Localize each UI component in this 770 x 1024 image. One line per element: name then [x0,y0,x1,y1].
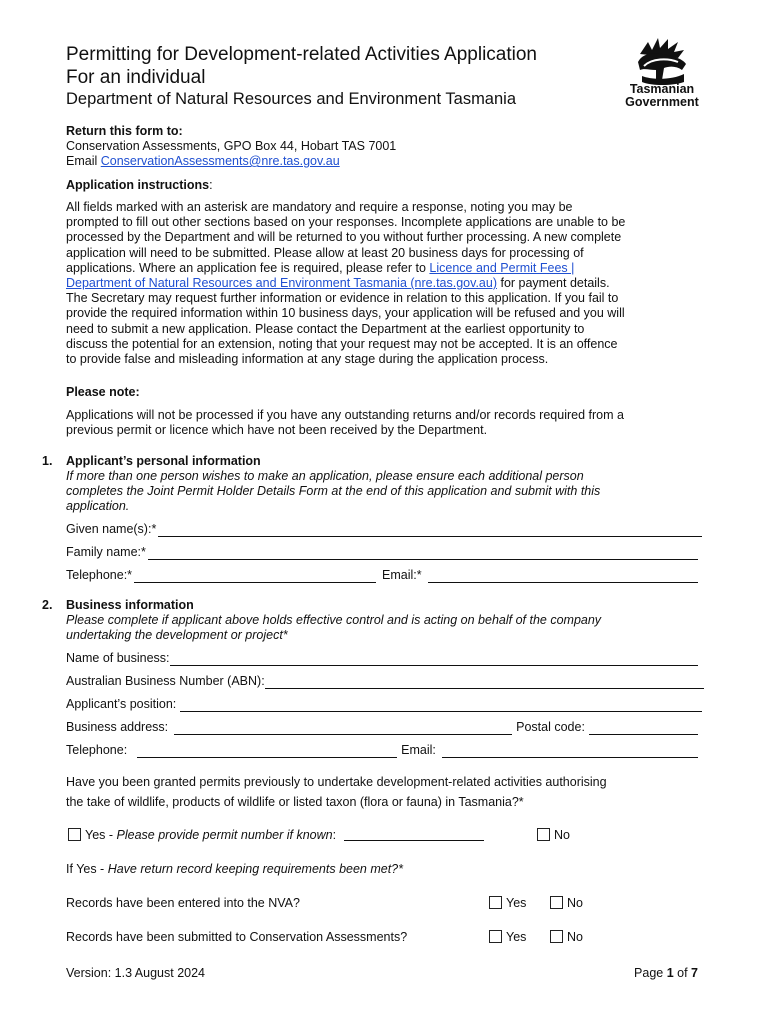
ca-no-option [550,930,583,945]
business-name-field[interactable] [170,653,698,666]
address-row [66,720,698,735]
nva-no-label: No [567,896,583,910]
position-field[interactable] [180,699,702,712]
if-yes-question: Have return record keeping requirements been met?* [107,862,404,876]
note-line: Applications will not be processed if you have any outstanding returns and/or records required from a [66,408,624,422]
ca-no-checkbox[interactable] [550,930,563,943]
permit-number-prompt: Please provide permit number if known [116,828,333,842]
section1-note-line: If more than one person wishes to make an application, please ensure each additional person [66,469,584,483]
abn-row [66,674,704,689]
abn-label: Australian Business Number (ABN): [66,674,265,688]
business-address-label: Business address: [66,720,169,734]
fees-link[interactable]: Licence and Permit Fees | [429,260,575,275]
email-link[interactable]: ConservationAssessments@nre.tas.gov.au [100,154,340,168]
section1-number: 1. [42,454,53,468]
ca-question: Records have been submitted to Conservation Assessments? [66,930,408,944]
return-email-line [66,154,340,169]
permits-question-line2: the take of wildlife, products of wildlife or listed taxon (flora or fauna) in Tasmania?* [66,795,524,809]
fees-text: applications. Where an application fee is required, please refer to [66,260,430,275]
tasmanian-tiger-icon [612,36,712,86]
position-row [66,697,702,712]
permits-no-checkbox[interactable] [537,828,550,841]
instructions-line [66,261,706,276]
abn-field[interactable] [265,676,704,689]
business-name-label: Name of business: [66,651,170,665]
ca-yes-checkbox[interactable] [489,930,502,943]
business-email-field[interactable] [442,745,698,758]
note-heading: Please note: [66,385,140,399]
fees-link-continued[interactable]: Department of Natural Resources and Environment Tasmania (nre.tas.gov.au) [66,276,497,291]
section1-heading: Applicant’s personal information [66,454,261,468]
nva-yes-label: Yes [506,896,527,910]
logo-line2: Government [625,95,699,109]
permits-question-line1: Have you been granted permits previously to undertake development-related activities authorising [66,775,607,789]
nva-no-option [550,896,583,911]
permits-yes-checkbox[interactable] [68,828,81,841]
ca-yes-option [489,930,526,945]
business-telephone-field[interactable] [137,745,397,758]
instructions-line: need to submit a new application. Please contact the Department at the earliest opportunity to [66,321,585,336]
nva-yes-checkbox[interactable] [489,896,502,909]
instructions-colon: : [209,178,213,192]
telephone-label: Telephone:* [66,568,133,582]
section2-note-line: Please complete if applicant above holds effective control and is acting on behalf of the company [66,613,602,627]
given-name-row [66,522,702,537]
page-of: of [673,966,692,980]
instructions-line: processed by the Department and will be returned to you without further processing. A new complete [66,230,622,245]
page-label: Page [634,966,667,980]
section1-note [66,469,706,515]
business-name-row [66,651,698,666]
if-yes-line [66,862,403,877]
section2-note-line: undertaking the development or project* [66,628,288,643]
instructions-line: All fields marked with an asterisk are mandatory and require a response, noting you may be [66,200,573,214]
instructions-line [66,276,706,291]
section2-heading: Business information [66,598,194,612]
note-paragraph [66,408,706,438]
note-line: previous permit or licence which have not been received by the Department. [66,423,488,438]
payment-text: for payment details. [497,276,610,291]
page-total: 7 [691,966,698,980]
form-title-line1: Permitting for Development-related Activities Application [66,44,538,65]
email-field-label: Email:* [382,568,422,582]
instructions-line: prompted to fill out other sections based on your responses. Incomplete applications are unable to be [66,215,626,230]
contact-row [66,568,698,583]
page-number [634,966,698,981]
business-email-label: Email: [401,743,436,757]
nva-no-checkbox[interactable] [550,896,563,909]
instructions-line: provide the required information within 10 business days, your application will be refused and you will [66,306,625,321]
permit-number-field[interactable] [344,828,484,841]
section2-note [66,613,706,643]
email-label: Email [66,154,101,168]
ca-yes-label: Yes [506,930,527,944]
email-field[interactable] [428,570,698,583]
page-current: 1 [666,966,674,980]
given-name-field[interactable] [158,524,702,537]
family-name-field[interactable] [148,547,698,560]
nva-yes-option [489,896,526,911]
permits-no-option [537,828,570,843]
given-name-label: Given name(s):* [66,522,157,536]
yes-label: Yes - [85,828,117,842]
section1-note-line: completes the Joint Permit Holder Details Form at the end of this application and submit with this [66,484,601,499]
nva-question: Records have been entered into the NVA? [66,896,300,910]
permits-yes-option [68,828,484,843]
instructions-heading: Application instructions [66,178,210,192]
department-subtitle: Department of Natural Resources and Environment Tasmania [66,90,517,108]
prompt-colon: : [332,828,337,842]
if-yes-prefix: If Yes - [66,862,108,876]
postal-code-field[interactable] [589,722,698,735]
tasmanian-government-logo [612,36,712,112]
business-contact-row [66,743,698,758]
family-name-label: Family name:* [66,545,146,559]
section2-number: 2. [42,598,53,612]
section1-note-line: application. [66,499,130,514]
instructions-paragraph [66,200,706,367]
position-label: Applicant’s position: [66,697,177,711]
instructions-line: discuss the potential for an extension, noting that your request may not be accepted. It is an offence [66,336,618,351]
instructions-line: application will need to be submitted. Please allow at least 20 business days for processing of [66,245,584,260]
return-heading: Return this form to: [66,124,183,138]
postal-code-label: Postal code: [516,720,585,734]
form-title-line2: For an individual [66,67,206,88]
ca-no-label: No [567,930,583,944]
logo-line1: Tasmanian [629,82,695,96]
instructions-line: The Secretary may request further information or evidence in relation to this application. If you fail to [66,291,619,306]
family-name-row [66,545,698,560]
instructions-heading-line [66,178,213,193]
version-text: Version: 1.3 August 2024 [66,966,205,980]
telephone-field[interactable] [134,570,376,583]
business-telephone-label: Telephone: [66,743,128,757]
return-address: Conservation Assessments, GPO Box 44, Hobart TAS 7001 [66,139,397,153]
instructions-line: to provide false and misleading information at any stage during the application process. [66,352,549,367]
no-label: No [554,828,570,842]
business-address-field[interactable] [174,722,512,735]
